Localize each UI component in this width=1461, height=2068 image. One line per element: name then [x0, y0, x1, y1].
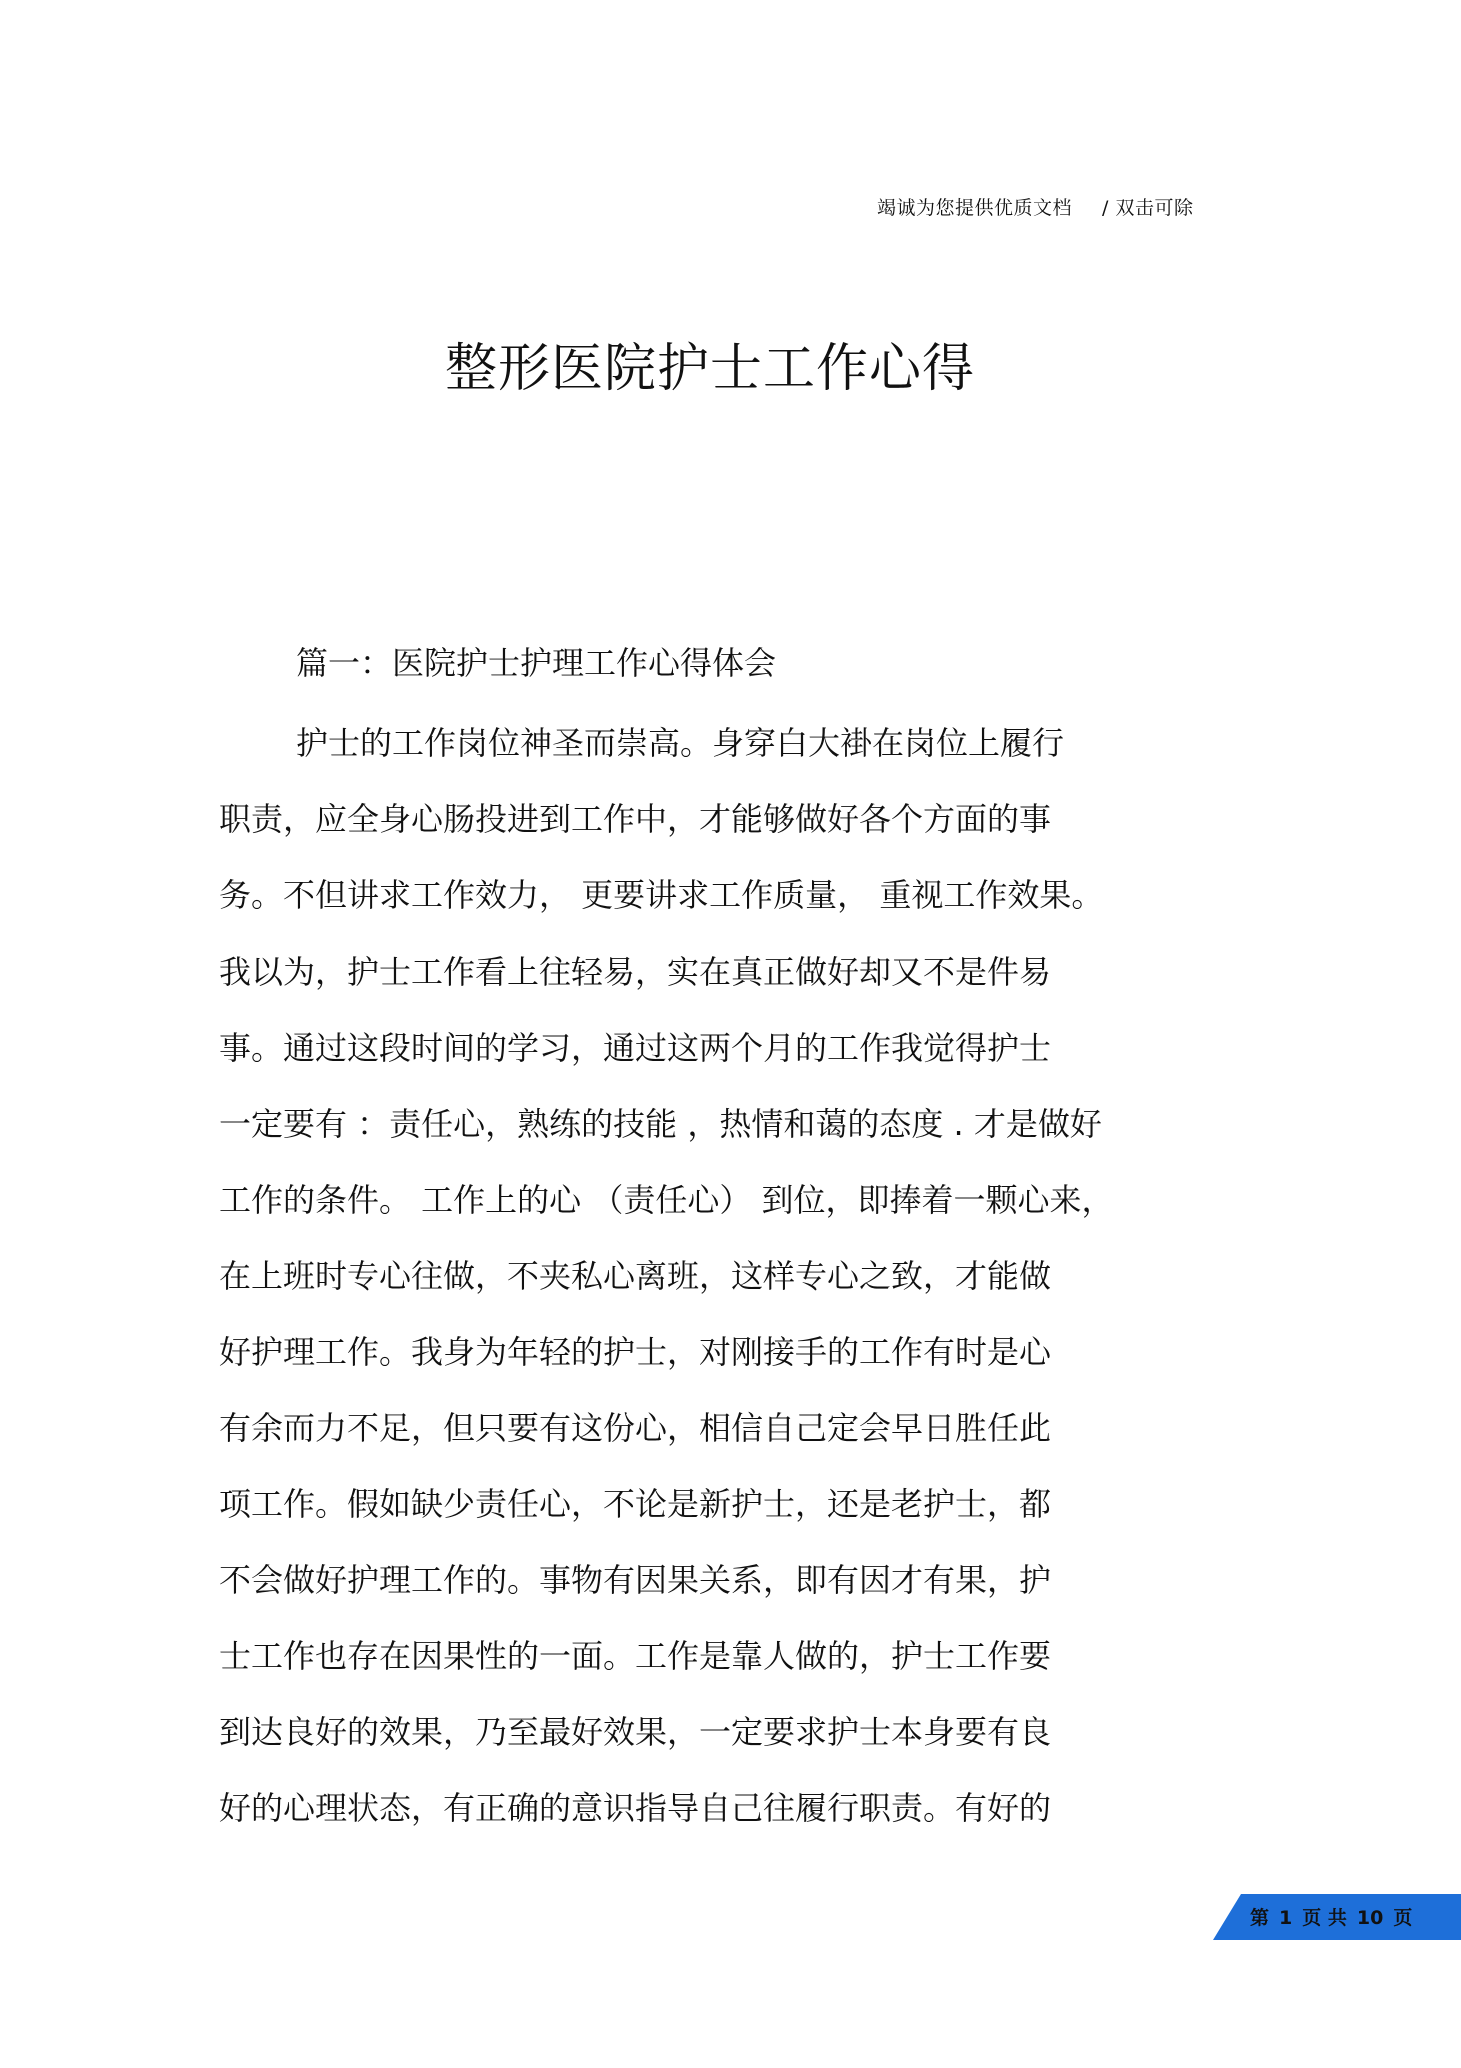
paragraph-line: 护士的工作岗位神圣而崇高。身穿白大褂在岗位上履行	[296, 724, 1065, 762]
paragraph-line: 事。通过这段时间的学习，通过这两个月的工作我觉得护士	[219, 1029, 1052, 1067]
paragraph-line: 我以为，护士工作看上往轻易，实在真正做好却又不是件易	[219, 953, 1052, 991]
paragraph-line: 士工作也存在因果性的一面。工作是靠人做的，护士工作要	[219, 1637, 1052, 1675]
page-prefix: 第	[1250, 1907, 1270, 1929]
paragraph-line: 务。不但讲求工作效力， 更要讲求工作质量， 重视工作效果。	[219, 876, 1104, 914]
page-suffix: 页	[1393, 1907, 1413, 1929]
header-tagline: 竭诚为您提供优质文档	[877, 197, 1073, 219]
current-page-number: 1	[1279, 1907, 1293, 1929]
header-note	[877, 193, 1193, 220]
paragraph-line: 一定要有 ：责任心，熟练的技能 ，热情和蔼的态度 . 才是做好	[219, 1105, 1102, 1143]
paragraph-line: 在上班时专心往做，不夹私心离班，这样专心之致，才能做	[219, 1257, 1052, 1295]
section-heading: 篇一：医院护士护理工作心得体会	[296, 644, 777, 682]
paragraph-line: 工作的条件。 工作上的心 （责任心） 到位，即捧着一颗心来，	[219, 1181, 1114, 1219]
document-title: 整形医院护士工作心得	[444, 339, 975, 399]
paragraph-line: 好护理工作。我身为年轻的护士，对刚接手的工作有时是心	[219, 1333, 1052, 1371]
header-hint: / 双击可除	[1102, 197, 1194, 219]
paragraph-line: 职责，应全身心肠投进到工作中，才能够做好各个方面的事	[219, 800, 1052, 838]
paragraph-line: 不会做好护理工作的。事物有因果关系，即有因才有果，护	[219, 1561, 1052, 1599]
paragraph-line: 到达良好的效果，乃至最好效果，一定要求护士本身要有良	[219, 1713, 1052, 1751]
page-middle: 页 共	[1302, 1907, 1347, 1929]
page-number	[1250, 1903, 1422, 1930]
paragraph-line: 项工作。假如缺少责任心，不论是新护士，还是老护士，都	[219, 1485, 1052, 1523]
paragraph-line: 好的心理状态，有正确的意识指导自己往履行职责。有好的	[219, 1789, 1052, 1827]
paragraph-line: 有余而力不足，但只要有这份心，相信自己定会早日胜任此	[219, 1409, 1052, 1447]
total-pages-number: 10	[1356, 1907, 1384, 1929]
